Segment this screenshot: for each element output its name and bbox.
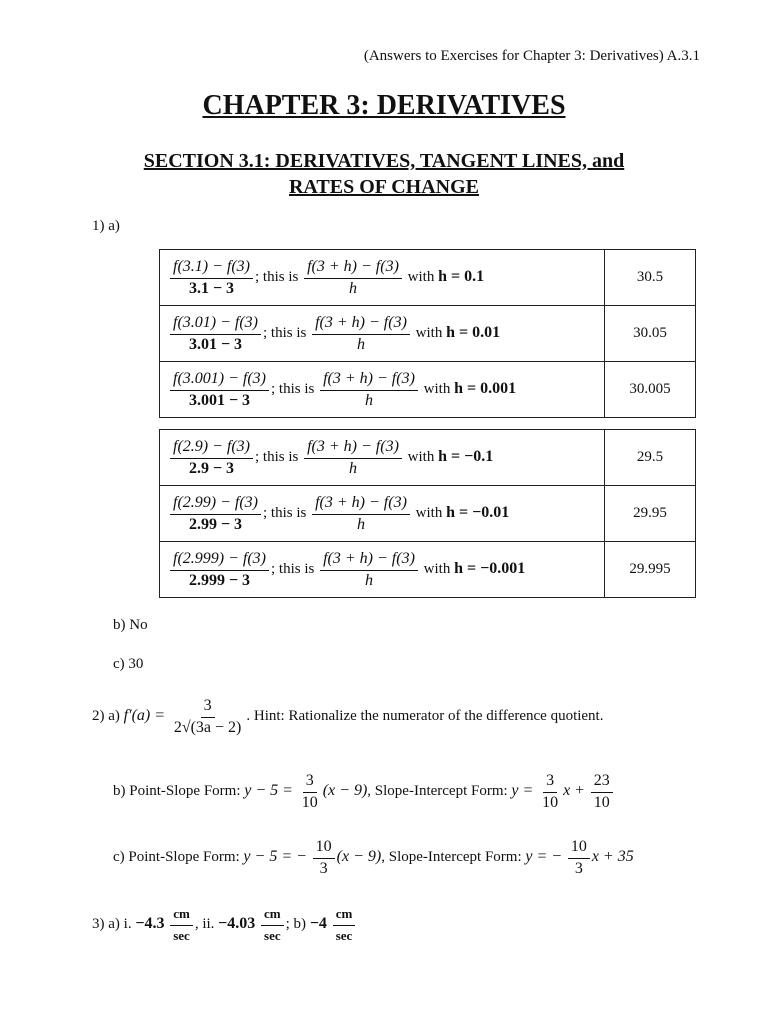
table-row xyxy=(160,362,696,418)
with-text: with xyxy=(423,380,451,397)
quotient-value: 29.995 xyxy=(605,542,696,598)
q3-ii-unit xyxy=(261,903,284,946)
h-value: h = −0.01 xyxy=(446,503,510,521)
this-is-text: ; this is xyxy=(263,504,307,521)
section-title-line1: SECTION 3.1: DERIVATIVES, TANGENT LINES, and xyxy=(143,150,625,172)
quotient-fraction xyxy=(170,368,269,411)
fraction-denominator: h xyxy=(349,280,357,297)
q2-b-ps-rhs: (x − 9) xyxy=(322,781,368,799)
fraction-numerator: f(2.99) − f(3) xyxy=(170,492,261,515)
fraction-numerator: f(3.01) − f(3) xyxy=(170,312,261,335)
fraction-numerator: 3 xyxy=(303,770,317,793)
q2-a-den: 2√(3a − 2) xyxy=(173,719,242,736)
with-text: with xyxy=(407,448,435,465)
quotient-fraction xyxy=(170,492,261,535)
unit-numerator: cm xyxy=(261,903,284,926)
q3-b-unit xyxy=(333,903,356,946)
fraction-denominator: 3 xyxy=(574,860,583,877)
section-title xyxy=(0,148,768,200)
q1-b-answer: b) No xyxy=(113,617,148,633)
table-row xyxy=(160,486,696,542)
fraction-numerator: 10 xyxy=(313,836,335,859)
unit-numerator: cm xyxy=(170,903,193,926)
q2-c-si-lhs: y = − xyxy=(525,847,563,865)
general-quotient-fraction xyxy=(320,368,418,411)
q2-b-label: b) Point-Slope Form: xyxy=(113,782,241,799)
with-text: with xyxy=(407,268,435,285)
q3-b-value: −4 xyxy=(309,914,327,932)
quotient-expression xyxy=(160,430,605,486)
quotient-value: 30.5 xyxy=(605,250,696,306)
h-value: h = 0.1 xyxy=(438,267,485,285)
q2-c-ps-lhs: y − 5 = − xyxy=(243,847,307,865)
q2-c-si-fraction xyxy=(568,836,590,879)
q2-b-ps-lhs: y − 5 = xyxy=(244,781,293,799)
q2-c-line xyxy=(113,836,634,879)
q2-a-num: 3 xyxy=(201,695,215,718)
this-is-text: ; this is xyxy=(271,560,315,577)
fraction-numerator: f(2.9) − f(3) xyxy=(170,436,253,459)
q3-label: 3) a) i. xyxy=(92,915,132,932)
quotient-fraction xyxy=(170,256,253,299)
quotient-expression xyxy=(160,306,605,362)
q2-c-si-label: , Slope-Intercept Form: xyxy=(381,848,522,865)
q3-b-label: ; b) xyxy=(285,915,307,932)
this-is-text: ; this is xyxy=(271,380,315,397)
this-is-text: ; this is xyxy=(255,268,299,285)
quotient-fraction xyxy=(170,548,269,591)
fraction-denominator: 3.1 − 3 xyxy=(188,280,235,297)
general-quotient-fraction xyxy=(320,548,418,591)
fraction-denominator: 3 xyxy=(319,860,328,877)
q3-i-value: −4.3 xyxy=(135,914,165,932)
quotient-value: 30.005 xyxy=(605,362,696,418)
table-row xyxy=(160,250,696,306)
unit-numerator: cm xyxy=(333,903,356,926)
fraction-numerator: f(3.001) − f(3) xyxy=(170,368,269,391)
quotient-fraction xyxy=(170,312,261,355)
fraction-denominator: h xyxy=(365,392,373,409)
difference-quotient-table-positive xyxy=(159,249,696,418)
fraction-numerator: f(3 + h) − f(3) xyxy=(312,492,410,515)
quotient-fraction xyxy=(170,436,253,479)
fraction-denominator: 10 xyxy=(593,794,610,811)
general-quotient-fraction xyxy=(304,436,402,479)
fraction-numerator: 10 xyxy=(568,836,590,859)
q2-c-ps-rhs: (x − 9) xyxy=(336,847,382,865)
fraction-denominator: 2.999 − 3 xyxy=(188,572,251,589)
table-row xyxy=(160,306,696,362)
q2-c-label: c) Point-Slope Form: xyxy=(113,848,240,865)
unit-denominator: sec xyxy=(264,928,281,943)
general-quotient-fraction xyxy=(304,256,402,299)
difference-quotient-table-negative xyxy=(159,429,696,598)
q2-c-ps-fraction xyxy=(313,836,335,879)
q1-c-answer: c) 30 xyxy=(113,656,144,672)
q2-b-si-lhs: y = xyxy=(511,781,534,799)
with-text: with xyxy=(423,560,451,577)
q2-a-fraction xyxy=(171,695,245,738)
h-value: h = −0.001 xyxy=(454,559,526,577)
q2-b-si-label: , Slope-Intercept Form: xyxy=(367,782,508,799)
q2-b-si-fraction1 xyxy=(539,770,561,813)
fraction-denominator: h xyxy=(349,460,357,477)
q3-ii-label: , ii. xyxy=(194,915,215,932)
q2-b-line xyxy=(113,770,615,813)
fraction-numerator: 23 xyxy=(591,770,613,793)
q3-ii-value: −4.03 xyxy=(218,914,256,932)
general-quotient-fraction xyxy=(312,492,410,535)
unit-denominator: sec xyxy=(335,928,353,943)
fraction-numerator: f(3 + h) − f(3) xyxy=(320,368,418,391)
fraction-denominator: h xyxy=(357,336,365,353)
fraction-numerator: 3 xyxy=(543,770,557,793)
fraction-numerator: f(3 + h) − f(3) xyxy=(304,256,402,279)
h-value: h = 0.01 xyxy=(446,323,501,341)
q3-line xyxy=(92,903,357,946)
table-row xyxy=(160,542,696,598)
section-title-line2: RATES OF CHANGE xyxy=(288,176,480,198)
q2-a-lhs: f′(a) = xyxy=(123,706,166,724)
q2-a-hint: . Hint: Rationalize the numerator of the difference quotient. xyxy=(246,707,604,724)
with-text: with xyxy=(415,504,443,521)
chapter-title: CHAPTER 3: DERIVATIVES xyxy=(202,90,566,121)
fraction-denominator: 10 xyxy=(542,794,559,811)
q2-b-ps-fraction xyxy=(299,770,321,813)
fraction-numerator: f(3.1) − f(3) xyxy=(170,256,253,279)
table-row xyxy=(160,430,696,486)
fraction-denominator: 10 xyxy=(301,794,318,811)
fraction-numerator: f(2.999) − f(3) xyxy=(170,548,269,571)
q2-a-line xyxy=(92,695,603,738)
quotient-value: 30.05 xyxy=(605,306,696,362)
fraction-denominator: 3.001 − 3 xyxy=(188,392,251,409)
fraction-numerator: f(3 + h) − f(3) xyxy=(312,312,410,335)
q3-i-unit xyxy=(170,903,193,946)
with-text: with xyxy=(415,324,443,341)
fraction-numerator: f(3 + h) − f(3) xyxy=(304,436,402,459)
fraction-denominator: 2.9 − 3 xyxy=(188,460,235,477)
q1-label: 1) a) xyxy=(92,218,120,234)
fraction-denominator: 3.01 − 3 xyxy=(188,336,243,353)
quotient-value: 29.5 xyxy=(605,430,696,486)
this-is-text: ; this is xyxy=(263,324,307,341)
q2-b-si-mid: x + xyxy=(563,781,585,799)
quotient-value: 29.95 xyxy=(605,486,696,542)
q2-label: 2) a) xyxy=(92,707,120,724)
running-header: (Answers to Exercises for Chapter 3: Derivatives) A.3.1 xyxy=(363,48,700,64)
q2-b-si-fraction2 xyxy=(591,770,613,813)
fraction-numerator: f(3 + h) − f(3) xyxy=(320,548,418,571)
this-is-text: ; this is xyxy=(255,448,299,465)
h-value: h = −0.1 xyxy=(438,447,494,465)
fraction-denominator: 2.99 − 3 xyxy=(188,516,243,533)
fraction-denominator: h xyxy=(365,572,373,589)
quotient-expression xyxy=(160,362,605,418)
general-quotient-fraction xyxy=(312,312,410,355)
h-value: h = 0.001 xyxy=(454,379,517,397)
fraction-denominator: h xyxy=(357,516,365,533)
quotient-expression xyxy=(160,250,605,306)
q2-c-si-rhs: x + 35 xyxy=(591,847,634,865)
unit-denominator: sec xyxy=(173,928,190,943)
quotient-expression xyxy=(160,542,605,598)
quotient-expression xyxy=(160,486,605,542)
